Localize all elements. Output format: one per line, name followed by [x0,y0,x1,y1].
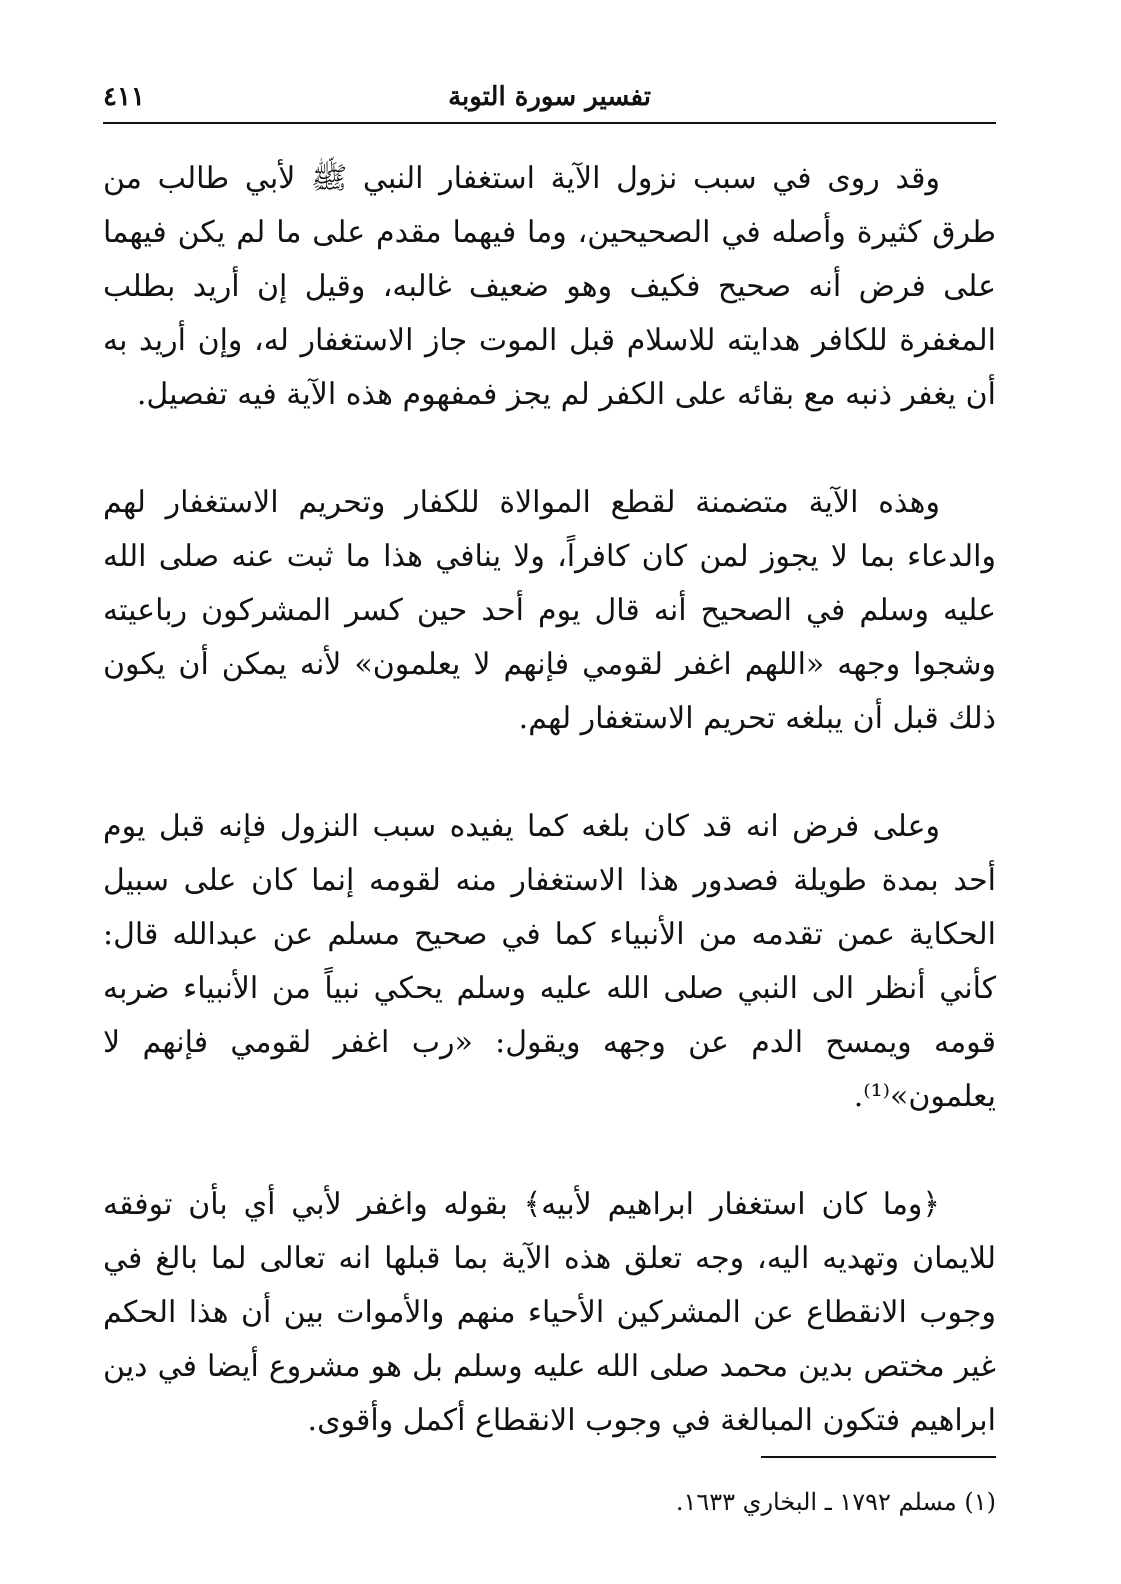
page-body [103,152,996,1448]
page-header [103,76,996,122]
paragraph-4: ﴿وما كان استغفار ابراهيم لأبيه﴾ بقوله واغفر لأبي أي بأن توفقه للايمان وتهديه اليه، وجه تعلق هذه الآية بما قبلها انه تعالى لما بالغ في وجوب الانقطاع عن المشركين الأحياء منهم والأموات بين أن هذا الحكم غير مختص بدين محمد صلى الله عليه وسلم بل هو مشروع أيضا في دين ابراهيم فتكون المبالغة في وجوب الانقطاع أكمل وأقوى. [103,1187,996,1438]
footnote: (١) مسلم ١٧٩٢ ـ البخاري ١٦٣٣. [675,1488,996,1516]
paragraph-1: وقد روى في سبب نزول الآية استغفار النبي ﷺ لأبي طالب من طرق كثيرة وأصله في الصحيحين، وما فيهما مقدم على ما لم يكن فيهما على فرض أنه صحيح فكيف وهو ضعيف غالبه، وقيل إن أريد بطلب المغفرة للكافر هدايته للاسلام قبل الموت جاز الاستغفار له، وإن أريد به أن يغفر ذنبه مع بقائه على الكفر لم يجز فمفهوم هذه الآية فيه تفصيل. [103,161,996,412]
running-title: تفسير سورة التوبة [448,82,651,112]
page-number: ٤١١ [103,82,145,112]
footnote-divider [761,1456,996,1458]
header-divider [103,122,996,124]
paragraph-2: وهذه الآية متضمنة لقطع الموالاة للكفار وتحريم الاستغفار لهم والدعاء بما لا يجوز لمن كان كافراً، ولا ينافي هذا ما ثبت عنه صلى الله عليه وسلم في الصحيح أنه قال يوم أحد حين كسر المشركون رباعيته وشجوا وجهه «اللهم اغفر لقومي فإنهم لا يعلمون» لأنه يمكن أن يكون ذلك قبل أن يبلغه تحريم الاستغفار لهم. [103,485,996,736]
paragraph-3: وعلى فرض انه قد كان بلغه كما يفيده سبب النزول فإنه قبل يوم أحد بمدة طويلة فصدور هذا الاستغفار منه لقومه إنما كان على سبيل الحكاية عمن تقدمه من الأنبياء كما في صحيح مسلم عن عبدالله قال: كأني أنظر الى النبي صلى الله عليه وسلم يحكي نبياً من الأنبياء ضربه قومه ويمسح الدم عن وجهه ويقول: «رب اغفر لقومي فإنهم لا يعلمون»⁽¹⁾. [103,809,996,1114]
